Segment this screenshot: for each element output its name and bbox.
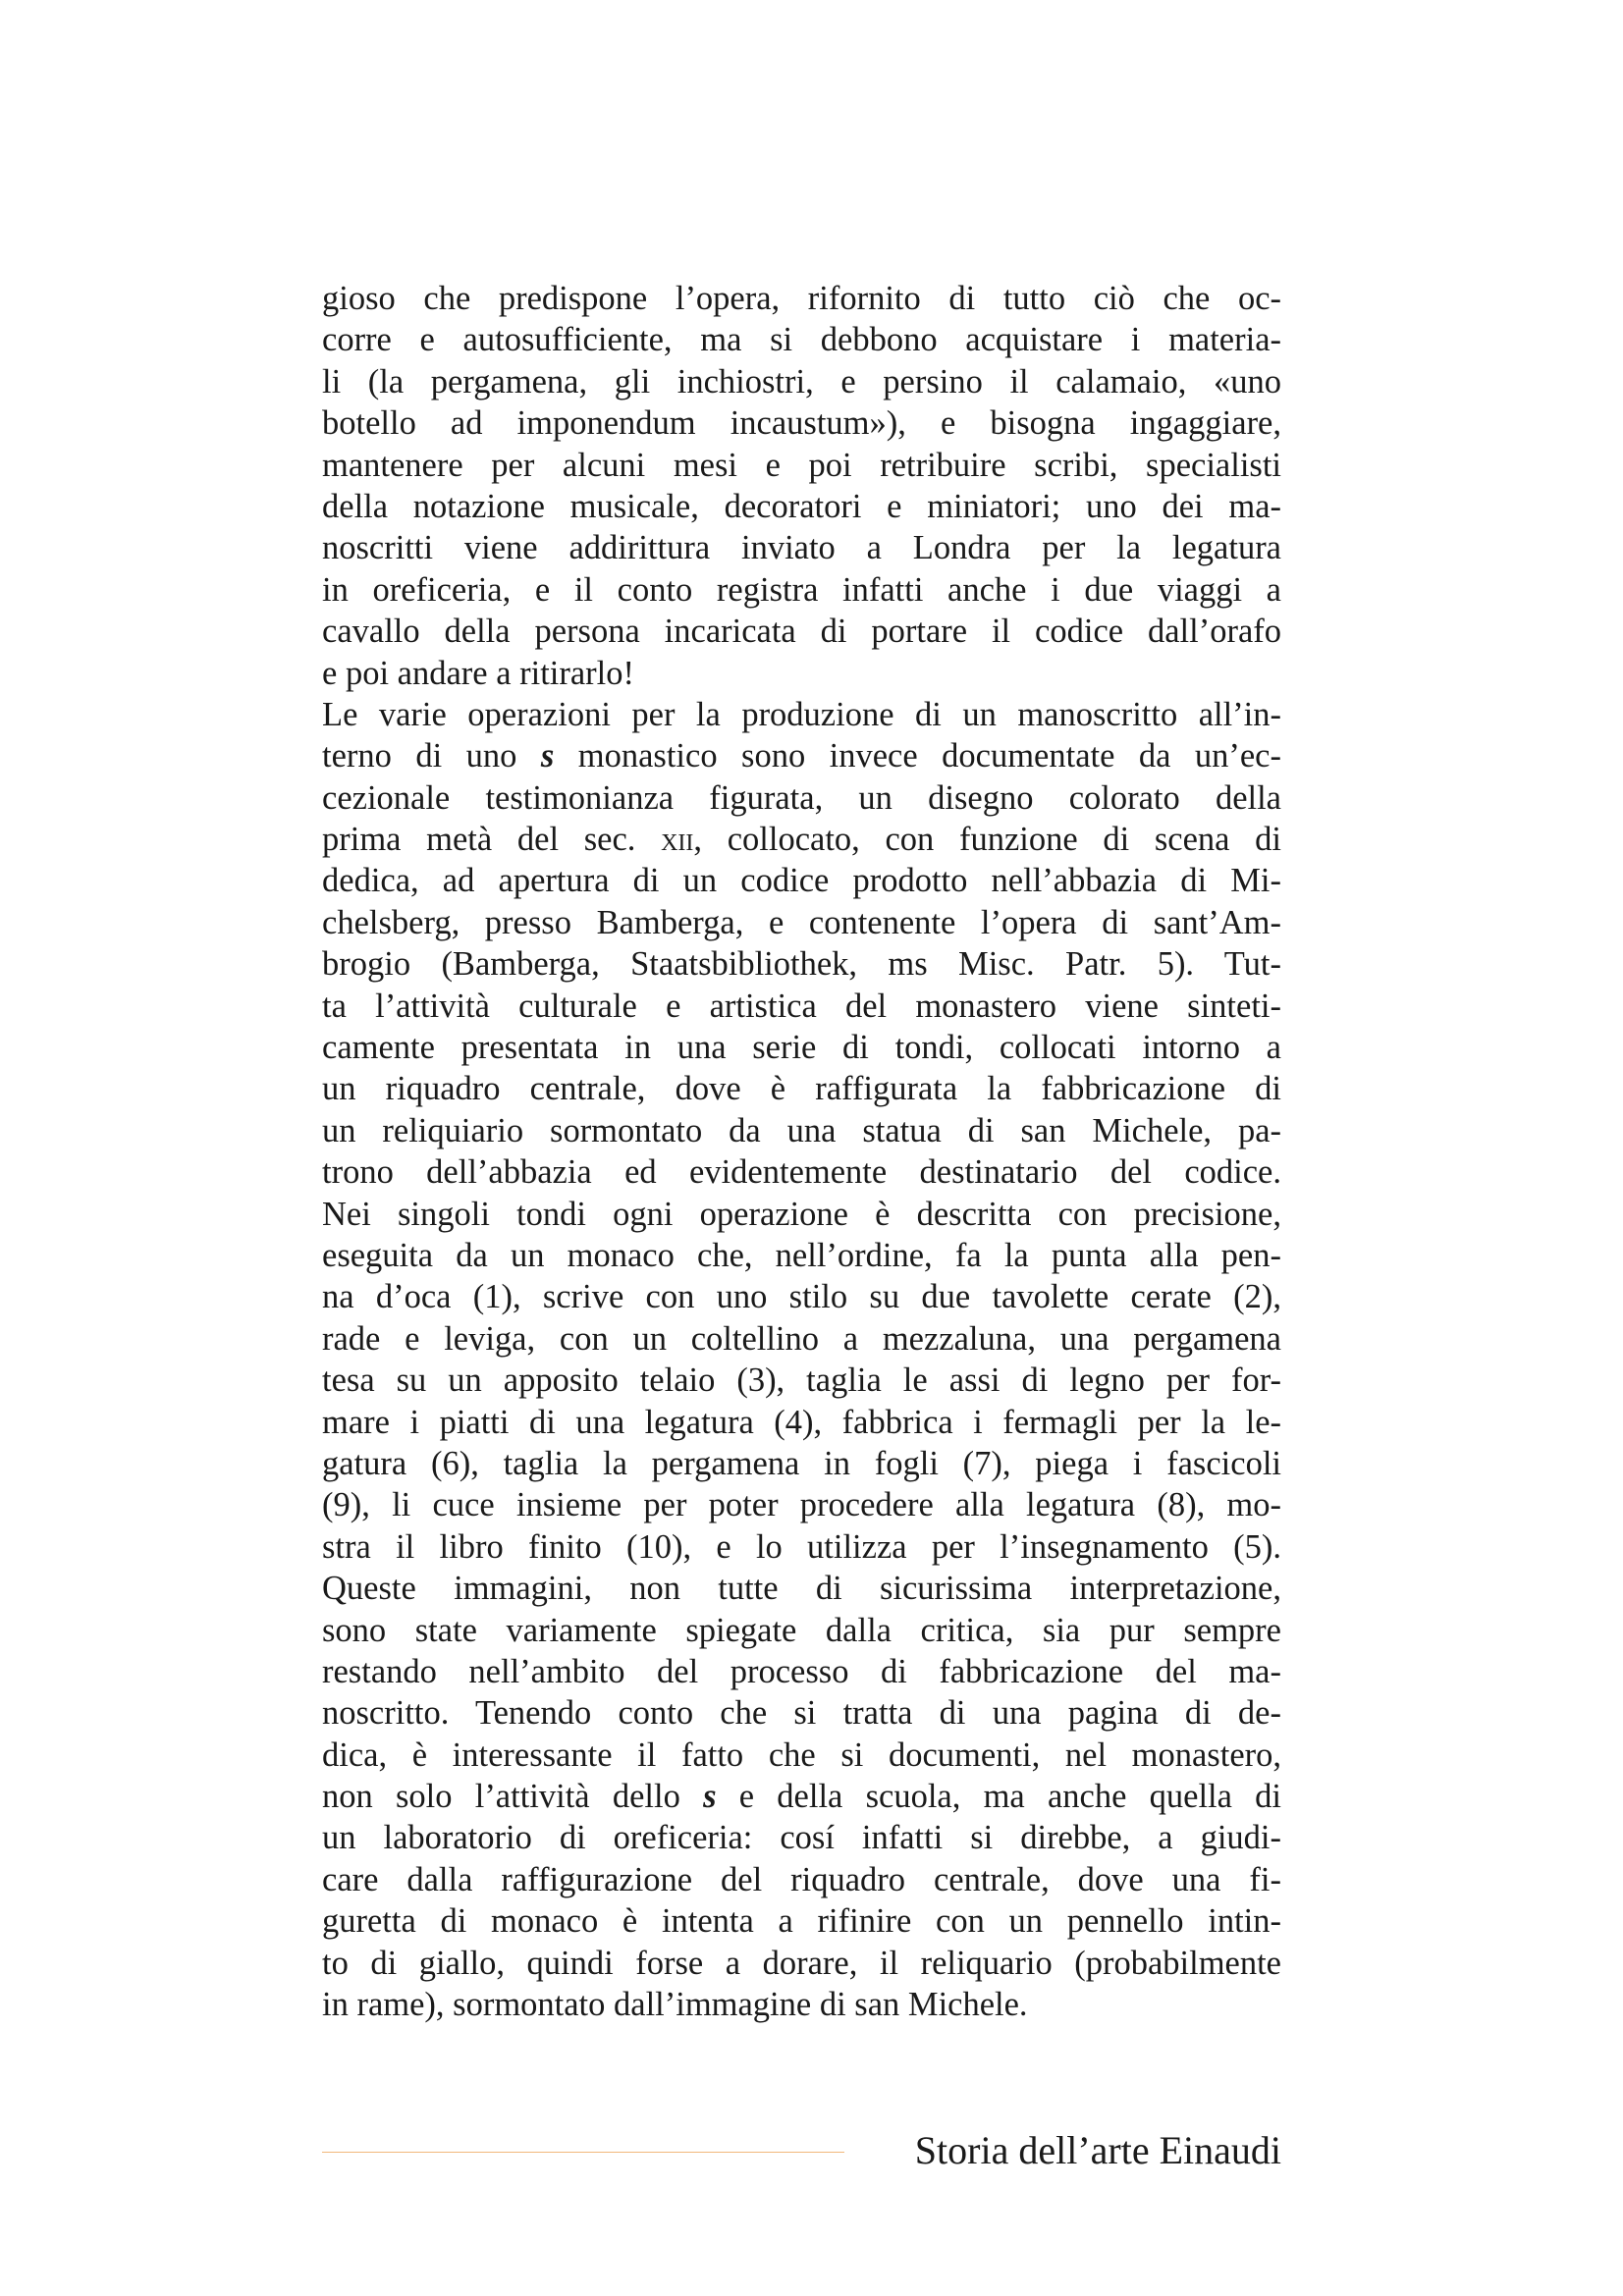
text-line: Queste immagini, non tutte di sicurissima interpretazione,: [322, 1570, 1281, 1608]
text-line: Le varie operazioni per la produzione di un manoscritto all’in-: [322, 695, 1281, 733]
text-line: (9), li cuce insieme per poter procedere alla legatura (8), mo-: [322, 1486, 1281, 1524]
text-line: stra il libro finito (10), e lo utilizza per l’insegnamento (5).: [322, 1527, 1281, 1566]
text-line: trono dell’abbazia ed evidentemente destinatario del codice.: [322, 1153, 1281, 1192]
text-line: botello ad imponendum incaustum»), e bisogna ingaggiare,: [322, 404, 1281, 443]
text-line: chelsberg, presso Bamberga, e contenente l’opera di sant’Am-: [322, 903, 1281, 941]
text-line: to di giallo, quindi forse a dorare, il reliquario (probabilmente: [322, 1944, 1281, 1982]
text-line: care dalla raffigurazione del riquadro centrale, dove una fi-: [322, 1860, 1281, 1898]
text-line: mare i piatti di una legatura (4), fabbrica i fermagli per la le-: [322, 1403, 1281, 1441]
text-line: guretta di monaco è intenta a rifinire con un pennello intin-: [322, 1902, 1281, 1941]
body-text: [322, 278, 1281, 2025]
text-line: della notazione musicale, decoratori e miniatori; uno dei ma-: [322, 487, 1281, 525]
text-line: restando nell’ambito del processo di fabbricazione del ma-: [322, 1652, 1281, 1690]
text-line: ta l’attività culturale e artistica del monastero viene sinteti-: [322, 987, 1281, 1025]
text-line: gioso che predispone l’opera, rifornito di tutto ciò che oc-: [322, 280, 1281, 317]
text-line: rade e leviga, con un coltellino a mezzaluna, una pergamena: [322, 1319, 1281, 1358]
text-line: brogio (Bamberga, Staatsbibliothek, ms Misc. Patr. 5). Tut-: [322, 945, 1281, 984]
text-line: prima metà del sec. xii, collocato, con funzione di scena di: [322, 821, 1281, 859]
text-line: tesa su un apposito telaio (3), taglia le assi di legno per for-: [322, 1362, 1281, 1400]
text-line: gatura (6), taglia la pergamena in fogli (7), piega i fascicoli: [322, 1444, 1281, 1482]
text-line: un laboratorio di oreficeria: cosí infatti si direbbe, a giudi-: [322, 1819, 1281, 1857]
text-line: dedica, ad apertura di un codice prodotto nell’abbazia di Mi-: [322, 862, 1281, 900]
text-line: dica, è interessante il fatto che si documenti, nel monastero,: [322, 1735, 1281, 1774]
text-line: noscritti viene addirittura inviato a Londra per la legatura: [322, 529, 1281, 567]
text-line: Nei singoli tondi ogni operazione è descritta con precisione,: [322, 1195, 1281, 1233]
text-line: un riquadro centrale, dove è raffigurata la fabbricazione di: [322, 1070, 1281, 1108]
text-line: na d’oca (1), scrive con uno stilo su due tavolette cerate (2),: [322, 1278, 1281, 1316]
text-line: sono state variamente spiegate dalla critica, sia pur sempre: [322, 1611, 1281, 1649]
text-line: un reliquiario sormontato da una statua di san Michele, pa-: [322, 1111, 1281, 1149]
text-line: in oreficeria, e il conto registra infatti anche i due viaggi a: [322, 570, 1281, 609]
text-line: cavallo della persona incaricata di portare il codice dall’orafo: [322, 613, 1281, 651]
footer-rule: [322, 2152, 844, 2153]
text-line: non solo l’attività dello s e della scuola, ma anche quella di: [322, 1778, 1281, 1816]
text-line: noscritto. Tenendo conto che si tratta di una pagina di de-: [322, 1694, 1281, 1733]
text-line: corre e autosufficiente, ma si debbono acquistare i materia-: [322, 321, 1281, 359]
footer-title: Storia dell’arte Einaudi: [914, 2128, 1281, 2172]
text-line: camente presentata in una serie di tondi, collocati intorno a: [322, 1029, 1281, 1067]
text-line: in rame), sormontato dall’immagine di san Michele.: [322, 1986, 1028, 2024]
text-line: e poi andare a ritirarlo!: [322, 654, 634, 692]
text-line: terno di uno s monastico sono invece documentate da un’ec-: [322, 737, 1281, 775]
text-line: li (la pergamena, gli inchiostri, e persino il calamaio, «uno: [322, 362, 1281, 400]
text-line: mantenere per alcuni mesi e poi retribuire scribi, specialisti: [322, 446, 1281, 484]
text-line: eseguita da un monaco che, nell’ordine, fa la punta alla pen-: [322, 1236, 1281, 1274]
text-line: cezionale testimonianza figurata, un disegno colorato della: [322, 778, 1281, 817]
